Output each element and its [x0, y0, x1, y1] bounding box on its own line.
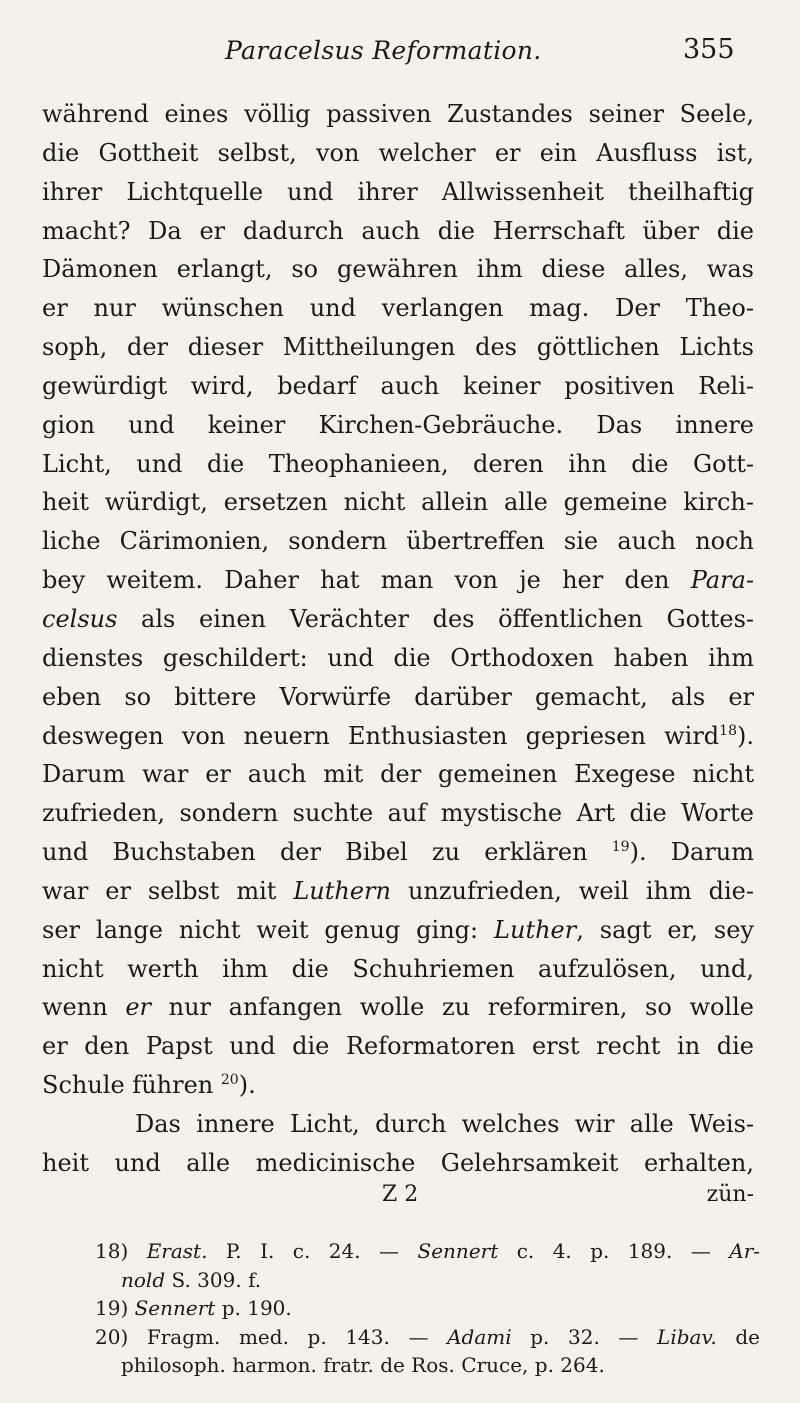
text-line: soph, der dieser Mittheilungen des göttlichen Lichts: [42, 333, 754, 362]
italic-text: Luther: [494, 915, 577, 944]
footnote-reference: 18: [719, 722, 737, 739]
text-line: Das innere Licht, durch welches wir alle Weis-: [135, 1109, 754, 1138]
text-run: nur anfangen wolle zu reformiren, so wolle: [151, 993, 754, 1022]
text-run: als einen Verächter des öffentlichen Gottes-: [117, 604, 754, 633]
body-text: [42, 95, 754, 1183]
page-header: [0, 34, 800, 74]
footnotes: [95, 1237, 760, 1380]
text-line: heit würdigt, ersetzen nicht allein alle gemeine kirch-: [42, 488, 754, 517]
italic-text: Luthern: [293, 876, 391, 905]
text-run: c. 4. p. 189. —: [498, 1239, 730, 1263]
italic-text: Ar-: [729, 1239, 761, 1263]
text-line: [42, 1066, 754, 1105]
text-line: [42, 872, 754, 911]
text-run: war er selbst mit: [42, 876, 294, 905]
text-line: [42, 600, 754, 639]
signature-line: [42, 1180, 754, 1216]
footnote-line: [95, 1294, 760, 1323]
text-line: die Gottheit selbst, von welcher er ein Ausfluss ist,: [42, 138, 754, 167]
text-run: Schule führen: [42, 1071, 221, 1100]
text-run: deswegen von neuern Enthusiasten gepriesen wird: [42, 721, 720, 750]
text-line: liche Cärimonien, sondern übertreffen sie auch noch: [42, 527, 754, 556]
sheet-signature: Z 2: [382, 1182, 419, 1207]
text-line: Dämonen erlangt, so gewähren ihm diese alles, was: [42, 255, 754, 284]
italic-text: Sennert: [134, 1296, 216, 1320]
text-run: ).: [737, 721, 754, 750]
text-run: P. I. c. 24. —: [207, 1239, 418, 1263]
text-line: [42, 717, 754, 756]
italic-text: Adami: [447, 1324, 512, 1349]
footnote-line: [95, 1237, 760, 1266]
italic-text: Para-: [690, 566, 754, 595]
text-run: philosoph. harmon. fratr. de Ros. Cruce, p. 264.: [121, 1353, 605, 1377]
text-line: gion und keiner Kirchen-Gebräuche. Das innere: [42, 410, 754, 439]
italic-text: er: [125, 993, 151, 1022]
text-line: eben so bittere Vorwürfe darüber gemacht, als er: [42, 682, 754, 711]
running-title: Paracelsus Reformation.: [225, 36, 542, 65]
text-run: ).: [238, 1071, 256, 1100]
text-line: während eines völlig passiven Zustandes seiner Seele,: [42, 100, 754, 128]
text-line: er den Papst und die Reformatoren erst recht in die: [42, 1032, 754, 1061]
text-run: ser lange nicht weit genug ging:: [42, 915, 495, 944]
text-line: [42, 833, 754, 872]
text-line: Darum war er auch mit der gemeinen Exegese nicht: [42, 760, 754, 789]
text-line: heit und alle medicinische Gelehrsamkeit erhalten,: [42, 1148, 754, 1177]
footnote-line: [95, 1351, 760, 1380]
catchword: zün-: [706, 1182, 754, 1207]
italic-text: celsus: [42, 604, 118, 633]
page-number: 355: [683, 34, 735, 65]
footnote-line: [95, 1266, 760, 1295]
text-line: nicht werth ihm die Schuhriemen aufzulösen, und,: [42, 954, 754, 983]
italic-text: Sennert: [417, 1239, 499, 1263]
footnote-reference: 19: [611, 839, 630, 856]
text-run: p. 190.: [215, 1296, 292, 1320]
text-run: p. 32. —: [511, 1324, 658, 1349]
text-line: Licht, und die Theophanieen, deren ihn die Gott-: [42, 449, 754, 478]
text-line: [42, 988, 754, 1027]
italic-text: nold: [121, 1267, 166, 1292]
text-line: gewürdigt wird, bedarf auch keiner positiven Reli-: [42, 371, 754, 400]
text-run: unzufrieden, weil ihm die-: [391, 876, 754, 905]
text-line: [42, 911, 754, 950]
text-line: er nur wünschen und verlangen mag. Der Theo-: [42, 294, 754, 323]
text-run: de: [716, 1324, 760, 1349]
text-run: ). Darum: [629, 838, 754, 867]
text-line: zufrieden, sondern suchte auf mystische Art die Worte: [42, 799, 754, 828]
text-line: dienstes geschildert: und die Orthodoxen haben ihm: [42, 643, 754, 672]
text-run: S. 309. f.: [165, 1267, 262, 1292]
text-run: 19): [95, 1296, 135, 1320]
footnote-reference: 20: [220, 1072, 239, 1089]
text-run: bey weitem. Daher hat man von je her den: [42, 566, 691, 595]
text-run: , sagt er, sey: [576, 915, 754, 944]
text-run: wenn: [42, 993, 126, 1022]
text-run: 20) Fragm. med. p. 143. —: [95, 1324, 448, 1349]
text-line: ihrer Lichtquelle und ihrer Allwissenheit theilhaftig: [42, 177, 754, 206]
text-run: 18): [95, 1239, 147, 1263]
italic-text: Libav.: [657, 1324, 717, 1349]
text-line: [42, 561, 754, 600]
footnote-line: [95, 1323, 760, 1352]
text-line: macht? Da er dadurch auch die Herrschaft über die: [42, 216, 754, 245]
italic-text: Erast.: [146, 1239, 208, 1263]
text-run: und Buchstaben der Bibel zu erklären: [42, 838, 612, 867]
